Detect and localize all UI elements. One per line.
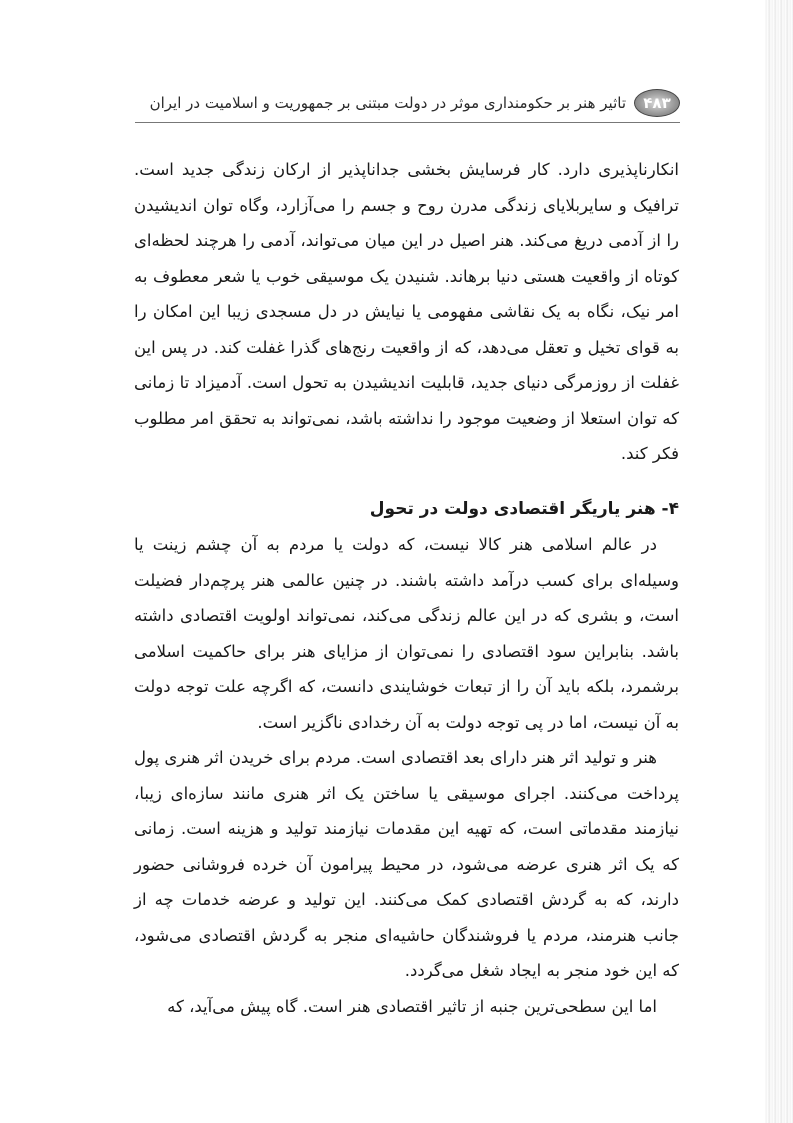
- paragraph: انکارناپذیری دارد. کار فرسایش بخشی جداناپذیر از ارکان زندگی جدید است. ترافیک و سایربلایای زندگی مدرن روح و جسم را می‌آزارد، وگاه توان اندیشیدن را از آدمی دریغ می‌کند. هنر اصیل در این میان می‌تواند، آدمی را هرچند لحظه‌ای کوتاه از واقعیت هستی دنیا برهاند. شنیدن یک موسیقی خوب یا شعر معطوف به امر نیک، نگاه به یک نقاشی مفهومی یا نیایش در دل مسجدی زیبا این امکان را به قوای تخیل و تعقل می‌دهد، که از واقعیت رنج‌های گذرا غفلت کند. در پس این غفلت از روزمرگی دنیای جدید، قابلیت اندیشیدن به تحول است. آدمیزاد تا زمانی که توان استعلا از وضعیت موجود را نداشته باشد، نمی‌تواند به تحقق امر مطلوب فکر کند.: [134, 160, 679, 463]
- page-body: [134, 152, 679, 1024]
- page-header: [135, 88, 680, 118]
- paragraph: اما این سطحی‌ترین جنبه از تاثیر اقتصادی هنر است. گاه پیش می‌آید، که: [167, 996, 657, 1016]
- header-divider: [135, 122, 680, 123]
- paragraph: در عالم اسلامی هنر کالا نیست، که دولت یا مردم به آن چشم زینت یا وسیله‌ای برای کسب درآمد داشته باشند. در چنین عالمی هنر پرچم‌دار فضیلت است، و بشری که در این عالم زندگی می‌کند، نمی‌تواند اولویت اقتصادی داشته باشد. بنابراین سود اقتصادی را نمی‌توان از مزایای هنر برای حاکمیت اسلامی برشمرد، بلکه باید آن را از تبعات خوشایندی دانست، که اگرچه علت توجه دولت به آن نیست، اما در پی توجه دولت به آن رخدادی ناگزیر است.: [134, 535, 679, 732]
- scan-edge-shadow: [765, 0, 793, 1123]
- page-number-badge: ۴۸۳: [634, 89, 680, 117]
- section-heading: ۴- هنر یاریگر اقتصادی دولت در تحول: [369, 498, 679, 519]
- paragraph: هنر و تولید اثر هنر دارای بعد اقتصادی است. مردم برای خریدن اثر هنری پول پرداخت می‌کنند. اجرای موسیقی یا ساختن یک اثر هنری مانند سازه‌ای زیبا، نیازمند مقدماتی است، که تهیه این مقدمات نیازمند تولید و هزینه است. زمانی که یک اثر هنری عرضه می‌شود، در محیط پیرامون آن خرده فروشانی حضور دارند، که به گردش اقتصادی کمک می‌کنند. این تولید و عرضه خدمات چه از جانب هنرمند، مردم یا فروشندگان حاشیه‌ای منجر به گردش اقتصادی می‌شود، که این خود منجر به ایجاد شغل می‌گردد.: [133, 748, 679, 980]
- running-title: تاثیر هنر بر حکومنداری موثر در دولت مبتنی بر جمهوریت و اسلامیت در ایران: [149, 94, 626, 112]
